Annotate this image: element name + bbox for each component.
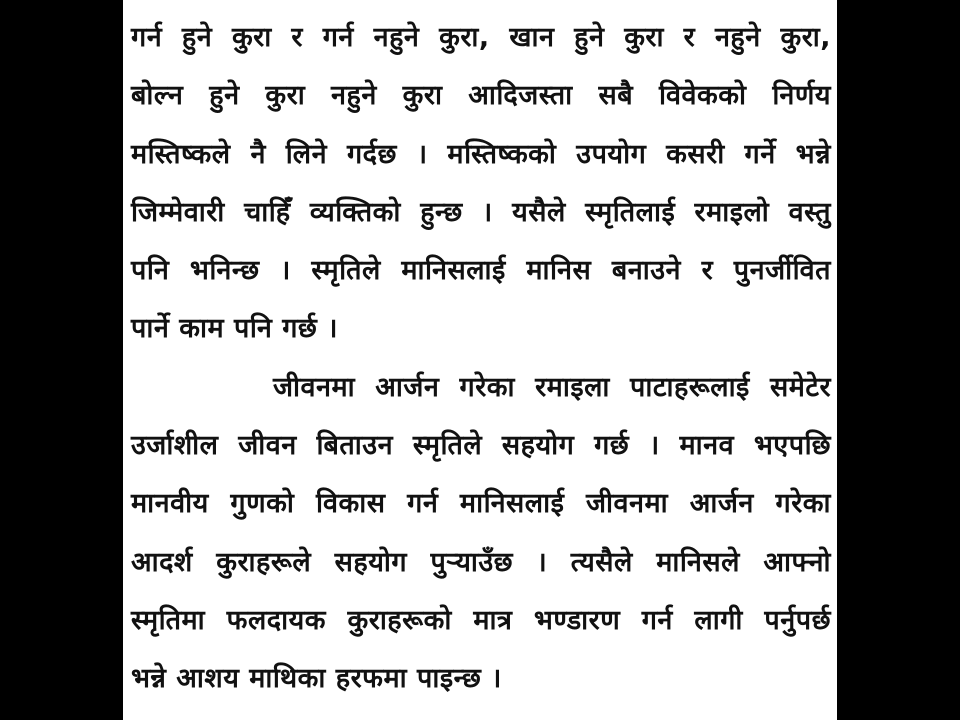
text-line-4: जिम्मेवारी चाहिँ व्यक्तिको हुन्छ । यसैले स्मृतिलाई रमाइलो वस्तु — [131, 196, 831, 228]
text-line-10: आदर्श कुराहरूले सहयोग पुर्‍याउँछ । त्यसैले मानिसले आफ्नो — [131, 546, 831, 578]
text-line-3: मस्तिष्कले नै लिने गर्दछ । मस्तिष्कको उपयोग कसरी गर्ने भन्ने — [131, 138, 831, 170]
text-line-5: पनि भनिन्छ । स्मृतिले मानिसलाई मानिस बनाउने र पुनर्जीवित — [131, 255, 831, 287]
text-line-12: भन्ने आशय माथिका हरफमा पाइन्छ । — [131, 663, 502, 695]
text-line-2: बोल्न हुने कुरा नहुने कुरा आदिजस्ता सबै विवेकको निर्णय — [131, 80, 831, 112]
text-line-6: पार्ने काम पनि गर्छ । — [131, 313, 338, 345]
text-line-11: स्मृतिमा फलदायक कुराहरूको मात्र भण्डारण गर्न लागी पर्नुपर्छ — [131, 604, 831, 636]
document-page — [123, 0, 837, 720]
document-body — [131, 9, 831, 709]
text-line-1: गर्न हुने कुरा र गर्न नहुने कुरा, खान हुने कुरा र नहुने कुरा, — [131, 22, 831, 53]
text-line-9: मानवीय गुणको विकास गर्न मानिसलाई जीवनमा आर्जन गरेका — [131, 488, 831, 520]
text-line-8: उर्जाशील जीवन बिताउन स्मृतिले सहयोग गर्छ । मानव भएपछि — [131, 430, 831, 462]
text-line-7: जीवनमा आर्जन गरेका रमाइला पाटाहरूलाई समेटेर — [273, 371, 831, 403]
